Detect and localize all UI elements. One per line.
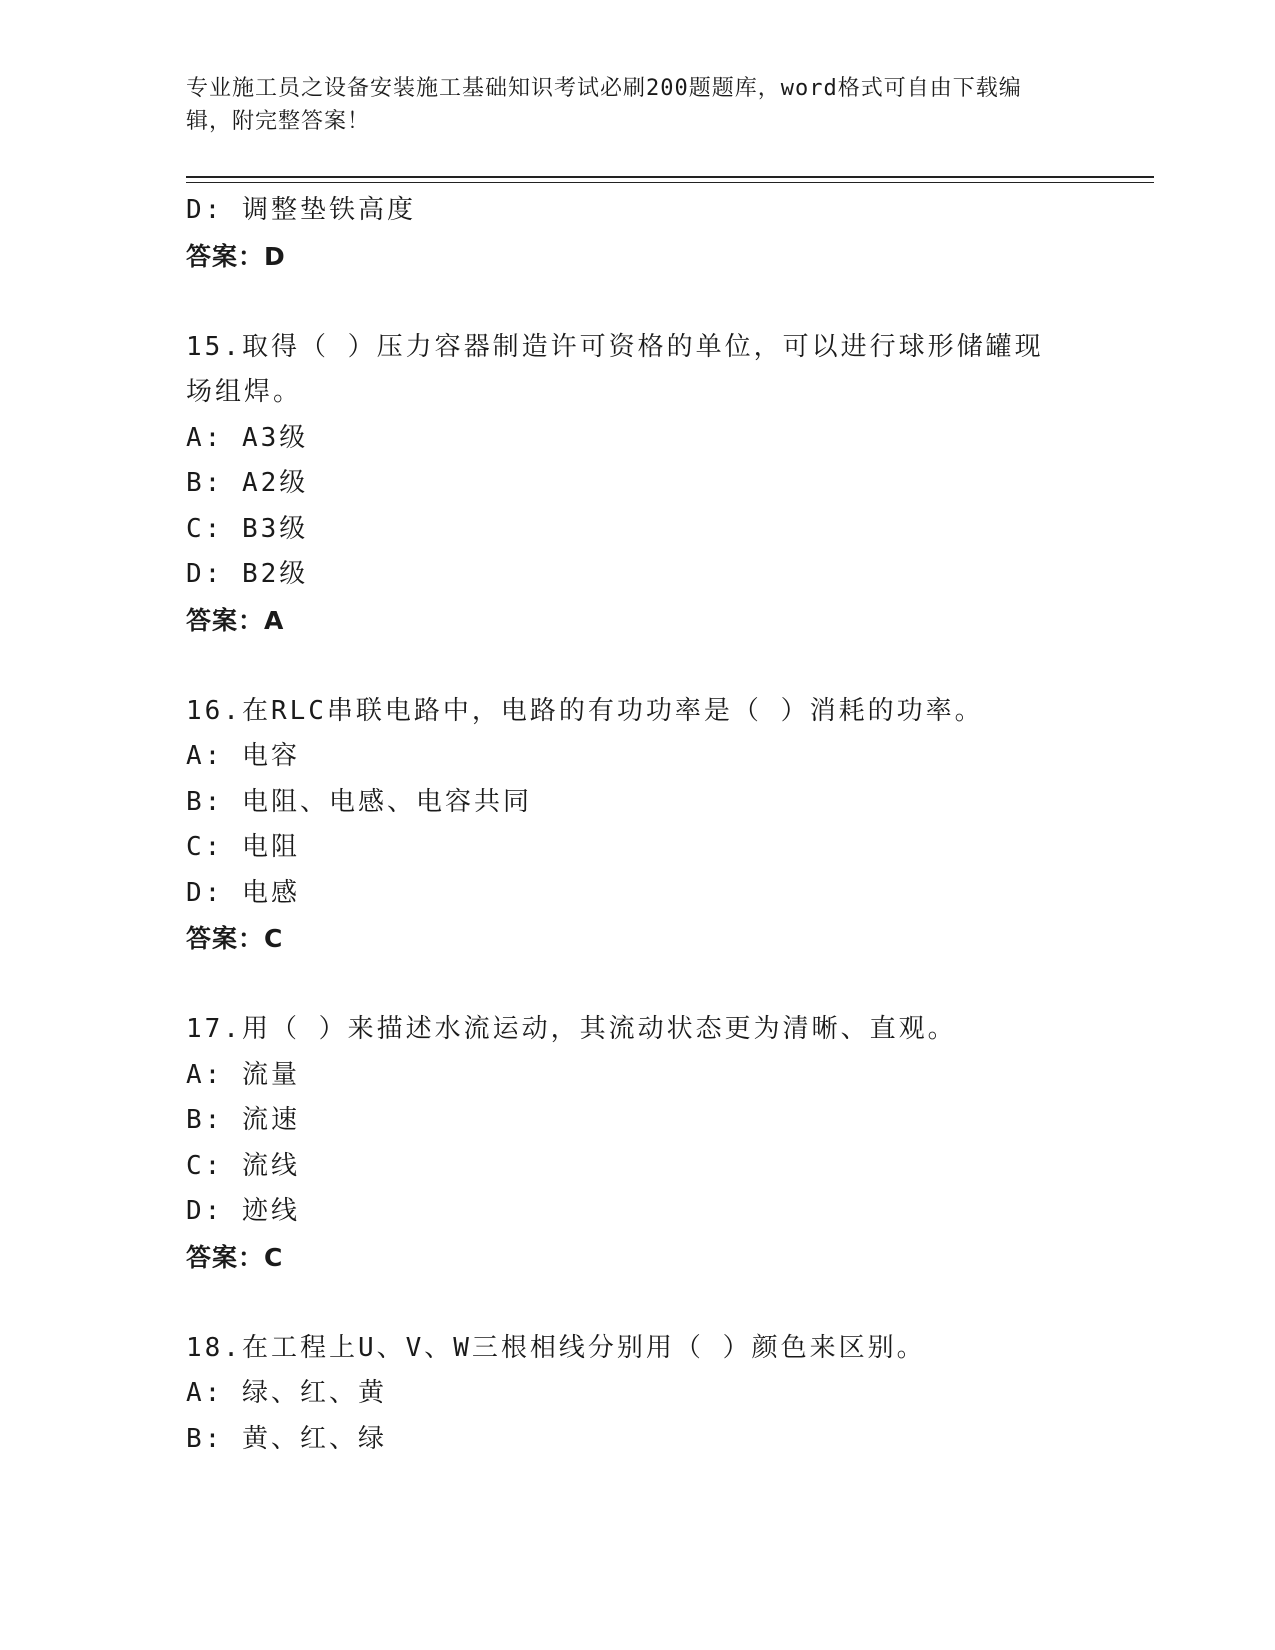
spacer — [186, 643, 1066, 689]
spacer — [186, 962, 1066, 1008]
option-c: C: 流线 — [186, 1150, 300, 1181]
option-b: B: A2级 — [186, 468, 309, 498]
answer-line: 答案：C — [186, 1242, 284, 1272]
header-divider-thin — [186, 182, 1154, 183]
question-text: 16.在RLC串联电路中，电路的有功功率是（ ）消耗的功率。 — [186, 695, 984, 726]
option-d: D: 电感 — [186, 877, 300, 908]
document-header: 专业施工员之设备安装施工基础知识考试必刷200题题库，word格式可自由下载编辑，附完整答案！ — [186, 76, 1022, 134]
option-c: C: B3级 — [186, 513, 309, 544]
question-text: 18.在工程上U、V、W三根相线分别用（ ）颜色来区别。 — [186, 1332, 926, 1363]
answer-line: 答案：A — [186, 605, 285, 635]
option-d: D: B2级 — [186, 559, 309, 589]
question-text: 15.取得（ ）压力容器制造许可资格的单位，可以进行球形储罐现场组焊。 — [186, 331, 1044, 407]
option-b: B: 黄、红、绿 — [186, 1423, 387, 1454]
answer-line: 答案：C — [186, 924, 284, 953]
option-a: A: 流量 — [186, 1059, 300, 1090]
spacer — [186, 1280, 1066, 1326]
question-text: 17.用（ ）来描述水流运动，其流动状态更为清晰、直观。 — [186, 1014, 957, 1044]
question-content — [186, 188, 1066, 1462]
header-divider-thick — [186, 176, 1154, 178]
spacer — [186, 279, 1066, 325]
option-a: A: A3级 — [186, 422, 309, 453]
option-d: D: 迹线 — [186, 1196, 300, 1226]
option-c: C: 电阻 — [186, 832, 300, 862]
answer-line: 答案：D — [186, 241, 286, 271]
option-b: B: 流速 — [186, 1105, 300, 1135]
option-d: D: 调整垫铁高度 — [186, 195, 416, 225]
option-a: A: 电容 — [186, 741, 300, 771]
option-b: B: 电阻、电感、电容共同 — [186, 786, 532, 817]
option-a: A: 绿、红、黄 — [186, 1378, 387, 1408]
